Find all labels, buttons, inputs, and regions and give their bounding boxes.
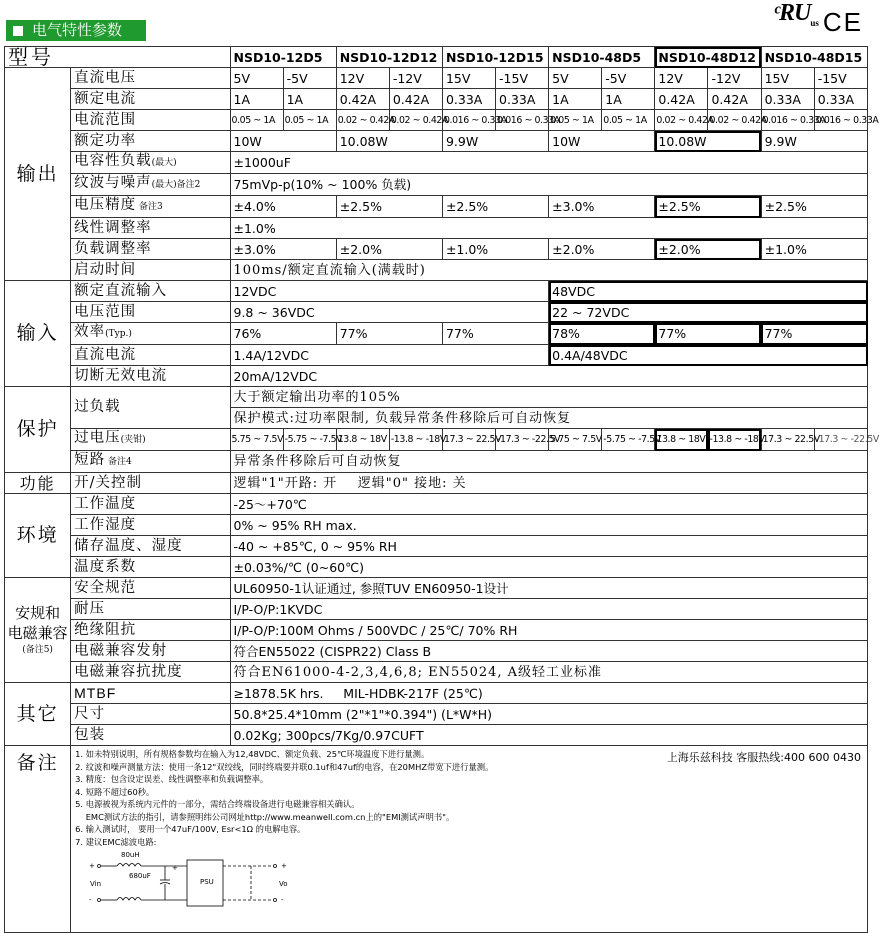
cell: 大于额定输出功率的105%: [230, 387, 868, 408]
spec-row: [5, 429, 868, 451]
cell: -12V: [708, 68, 761, 89]
cell: 0.016 ~ 0.33A: [496, 110, 549, 131]
cell: ±1.0%: [442, 239, 548, 260]
cell: 0.02 ~ 0.42A: [336, 110, 389, 131]
inductor-top-label: 80uH: [121, 851, 140, 859]
cell: 10W: [549, 131, 655, 152]
notes-row: [5, 746, 868, 933]
spec-row: [5, 536, 868, 557]
psu-label: PSU: [200, 878, 214, 886]
model-name: NSD10-12D15: [442, 47, 548, 68]
cell: 15V: [761, 68, 814, 89]
row-label: 工作湿度: [71, 515, 230, 536]
cell: 50.8*25.4*10mm (2"*1"*0.394") (L*W*H): [230, 704, 868, 725]
cell: ±1.0%: [230, 218, 868, 239]
spec-row: [5, 260, 868, 281]
spec-row: [5, 451, 868, 473]
cell: 20mA/12VDC: [230, 366, 868, 387]
cell: 0.42A: [655, 89, 708, 110]
row-label: 电磁兼容抗扰度: [71, 662, 230, 683]
cell: ±2.5%: [761, 196, 867, 218]
spec-row: [5, 281, 868, 302]
cell: ±2.0%: [549, 239, 655, 260]
section-function: 功能: [5, 473, 71, 494]
row-label: 绝缘阻抗: [71, 620, 230, 641]
cell: 9.8 ~ 36VDC: [230, 302, 549, 323]
cell: 1A: [230, 89, 283, 110]
contact-info: 上海乐兹科技 客服热线:400 600 0430: [666, 751, 861, 764]
spec-row: [5, 620, 868, 641]
square-icon: [13, 26, 23, 36]
cell: ±2.5%: [655, 196, 761, 218]
vo-plus: +: [281, 862, 288, 870]
row-label: 耐压: [71, 599, 230, 620]
cell: -5V: [283, 68, 336, 89]
row-label: 开/关控制: [71, 473, 230, 494]
cell: UL60950-1认证通过, 参照TUV EN60950-1设计: [230, 578, 868, 599]
cell: -5.75 ~ -7.5V: [602, 429, 655, 451]
ce-logo: CE: [822, 7, 863, 37]
cell: -5.75 ~ -7.5V: [283, 429, 336, 451]
cell: 77%: [655, 323, 761, 345]
header-row: [5, 47, 868, 68]
cell: 10.08W: [336, 131, 442, 152]
cell: 0.42A: [336, 89, 389, 110]
spec-row: [5, 473, 868, 494]
spec-row: [5, 683, 868, 704]
row-label: 线性调整率: [71, 218, 230, 239]
cell: 15V: [442, 68, 495, 89]
spec-table: [4, 44, 879, 933]
row-label: 电流范围: [71, 110, 230, 131]
emc-filter-circuit-diagram: [75, 850, 305, 912]
note-line: 4. 短路不超过60秒。: [75, 786, 155, 797]
vin-plus: +: [89, 862, 96, 870]
cell: -15V: [496, 68, 549, 89]
cell: 0.05 ~ 1A: [549, 110, 602, 131]
row-label: 额定直流输入: [71, 281, 230, 302]
row-label: 切断无效电流: [71, 366, 230, 387]
cell: 5.75 ~ 7.5V: [230, 429, 283, 451]
cell: -17.3 ~ -22.5V: [814, 429, 867, 451]
spec-row: [5, 323, 868, 345]
row-label: 效率(Typ.): [71, 323, 230, 345]
model-name: NSD10-48D5: [549, 47, 655, 68]
model-name: NSD10-48D15: [761, 47, 867, 68]
cell: 0.42A: [708, 89, 761, 110]
spec-row: [5, 89, 868, 110]
row-label: 纹波与噪声(最大)备注2: [71, 174, 230, 196]
cell: ±3.0%: [549, 196, 655, 218]
cell: -40 ~ +85℃, 0 ~ 95% RH: [230, 536, 868, 557]
spec-row: [5, 68, 868, 89]
model-name: NSD10-12D12: [336, 47, 442, 68]
spec-row: [5, 387, 868, 408]
cell: ±3.0%: [230, 239, 336, 260]
cell: 0.02 ~ 0.42A: [708, 110, 761, 131]
spec-row: [5, 302, 868, 323]
row-label: 启动时间: [71, 260, 230, 281]
cell: 0% ~ 95% RH max.: [230, 515, 868, 536]
cell: -12V: [389, 68, 442, 89]
cell: 9.9W: [442, 131, 548, 152]
cell: I/P-O/P:1KVDC: [230, 599, 868, 620]
cell: ±2.5%: [442, 196, 548, 218]
cell: 0.33A: [496, 89, 549, 110]
cell: 0.016 ~ 0.33A: [761, 110, 814, 131]
cap-plus: +: [172, 864, 179, 872]
row-label: 额定功率: [71, 131, 230, 152]
cell: 5V: [549, 68, 602, 89]
spec-row: [5, 366, 868, 387]
cell: 10W: [230, 131, 336, 152]
row-label: 直流电压: [71, 68, 230, 89]
row-label: 电压精度 备注3: [71, 196, 230, 218]
cell: 1A: [283, 89, 336, 110]
note-line: 6. 输入测试时， 要用一个47uF/100V, Esr<1Ω 的电解电容。: [75, 824, 306, 834]
row-label: 直流电流: [71, 345, 230, 366]
section-notes: 备注: [5, 746, 71, 933]
cell: 0.33A: [442, 89, 495, 110]
cell: 12V: [336, 68, 389, 89]
spec-row: [5, 218, 868, 239]
cell: ≥1878.5K hrs. MIL-HDBK-217F (25℃): [230, 683, 868, 704]
cell: 5V: [230, 68, 283, 89]
spec-row: [5, 239, 868, 260]
spec-row: [5, 704, 868, 725]
vin-minus: -: [89, 896, 92, 904]
row-label: 工作温度: [71, 494, 230, 515]
cell: 77%: [442, 323, 548, 345]
spec-row: [5, 494, 868, 515]
cell: 17.3 ~ 22.5V: [442, 429, 495, 451]
cell: 0.02Kg; 300pcs/7Kg/0.97CUFT: [230, 725, 868, 746]
cell: 0.02 ~ 0.42A: [389, 110, 442, 131]
spec-row: [5, 578, 868, 599]
row-label: 电磁兼容发射: [71, 641, 230, 662]
cell: ±2.0%: [336, 239, 442, 260]
cell: -15V: [814, 68, 867, 89]
cell: -5V: [602, 68, 655, 89]
cell: 17.3 ~ 22.5V: [761, 429, 814, 451]
row-label: 额定电流: [71, 89, 230, 110]
cell: 保护模式:过功率限制, 负载异常条件移除后可自动恢复: [230, 408, 868, 429]
cell: 0.33A: [761, 89, 814, 110]
section-protection: 保护: [5, 387, 71, 473]
row-label: 尺寸: [71, 704, 230, 725]
cell: 0.33A: [814, 89, 867, 110]
spec-row: [5, 515, 868, 536]
cell: 48VDC: [549, 281, 868, 302]
cell: 0.42A: [389, 89, 442, 110]
capacitor-label: 680uF: [129, 872, 151, 880]
cell: 异常条件移除后可自动恢复: [230, 451, 868, 473]
spec-row: [5, 557, 868, 578]
cell: 0.05 ~ 1A: [602, 110, 655, 131]
cell: -13.8 ~ -18V: [389, 429, 442, 451]
cell: 12V: [655, 68, 708, 89]
cell: 1.4A/12VDC: [230, 345, 549, 366]
ul-logo: ᶜRU$_{us}$: [773, 0, 819, 28]
cell: 13.8 ~ 18V: [655, 429, 708, 451]
spec-row: [5, 152, 868, 174]
spec-row: [5, 345, 868, 366]
cell: ±1000uF: [230, 152, 868, 174]
row-label: 负载调整率: [71, 239, 230, 260]
note-line: 1. 如未特别说明，所有规格参数均在输入为12,48VDC、额定负载、25℃环境温度下进行量测。: [75, 749, 430, 759]
cell: ±1.0%: [761, 239, 867, 260]
spec-row: [5, 641, 868, 662]
section-input: 输入: [5, 281, 71, 387]
model-name: NSD10-12D5: [230, 47, 336, 68]
cell: 77%: [761, 323, 867, 345]
row-label: 包装: [71, 725, 230, 746]
cell: 1A: [602, 89, 655, 110]
spec-row: [5, 196, 868, 218]
cell: 逻辑"1"开路: 开 逻辑"0" 接地: 关: [230, 473, 868, 494]
cell: 75mVp-p(10% ~ 100% 负载): [230, 174, 868, 196]
row-label: 温度系数: [71, 557, 230, 578]
section-other: 其它: [5, 683, 71, 746]
note-line: 3. 精度：包含设定误差、线性调整率和负载调整率。: [75, 774, 269, 784]
certification-logos: [773, 0, 863, 37]
cell: 9.9W: [761, 131, 867, 152]
vo-label: Vo: [279, 880, 288, 888]
spec-row: [5, 110, 868, 131]
cell: 76%: [230, 323, 336, 345]
notes-content: [71, 746, 868, 933]
cell: 77%: [336, 323, 442, 345]
cell: 符合EN55022 (CISPR22) Class B: [230, 641, 868, 662]
cell: 10.08W: [655, 131, 761, 152]
cell: ±2.5%: [336, 196, 442, 218]
spec-row: [5, 599, 868, 620]
cell: 1A: [549, 89, 602, 110]
section-environment: 环境: [5, 494, 71, 578]
cell: 0.4A/48VDC: [549, 345, 868, 366]
cell: I/P-O/P:100M Ohms / 500VDC / 25℃/ 70% RH: [230, 620, 868, 641]
spec-row: [5, 662, 868, 683]
section-title-bar: [6, 20, 146, 41]
cell: 0.016 ~ 0.33A: [442, 110, 495, 131]
cell: ±4.0%: [230, 196, 336, 218]
row-label: 短路 备注4: [71, 451, 230, 473]
cell: 78%: [549, 323, 655, 345]
cell: 0.02 ~ 0.42A: [655, 110, 708, 131]
cell: 0.016 ~ 0.33A: [814, 110, 867, 131]
note-line: EMC测试方法的指引，请参照明纬公司网址http://www.meanwell.com.cn上的"EMI测试声明书"。: [75, 811, 455, 822]
section-output: 输出: [5, 68, 71, 281]
cell: -25～+70℃: [230, 494, 868, 515]
row-label: 储存温度、湿度: [71, 536, 230, 557]
cell: ±0.03%/℃ (0~60℃): [230, 557, 868, 578]
cell: -17.3 ~ -22.5V: [496, 429, 549, 451]
cell: -13.8 ~ -18V: [708, 429, 761, 451]
cell: ±2.0%: [655, 239, 761, 260]
cell: 22 ~ 72VDC: [549, 302, 868, 323]
row-label: 安全规范: [71, 578, 230, 599]
cell: 5.75 ~ 7.5V: [549, 429, 602, 451]
model-name: NSD10-48D12: [655, 47, 761, 68]
note-line: 5. 电源被视为系统内元件的一部分，需结合终端设备进行电磁兼容相关确认。: [75, 799, 360, 809]
spec-row: [5, 725, 868, 746]
cell: 12VDC: [230, 281, 549, 302]
vo-minus: -: [281, 896, 284, 904]
row-label: 过电压(夹钳): [71, 429, 230, 451]
note-line: 7. 建议EMC滤波电路:: [75, 836, 157, 847]
note-line: 2. 纹波和噪声测量方法：使用一条12"双绞线，同时终端要并联0.1uf和47uf的电容，在20MHZ带宽下进行量测。: [75, 761, 494, 772]
cell: 0.05 ~ 1A: [283, 110, 336, 131]
cell: 符合EN61000-4-2,3,4,6,8; EN55024, A级轻工业标准: [230, 662, 868, 683]
section-title: 电气特性参数: [32, 21, 123, 39]
row-label: 过负载: [71, 387, 230, 429]
cell: 0.05 ~ 1A: [230, 110, 283, 131]
cell: 13.8 ~ 18V: [336, 429, 389, 451]
spec-row: [5, 131, 868, 152]
cell: 100ms/额定直流输入(满载时): [230, 260, 868, 281]
row-label: 电容性负载(最大): [71, 152, 230, 174]
model-label: 型号: [5, 47, 231, 68]
row-label: MTBF: [71, 683, 230, 704]
vin-label: Vin: [90, 880, 102, 888]
section-safety: 安规和 电磁兼容 (备注5): [5, 578, 71, 683]
spec-row: [5, 174, 868, 196]
row-label: 电压范围: [71, 302, 230, 323]
